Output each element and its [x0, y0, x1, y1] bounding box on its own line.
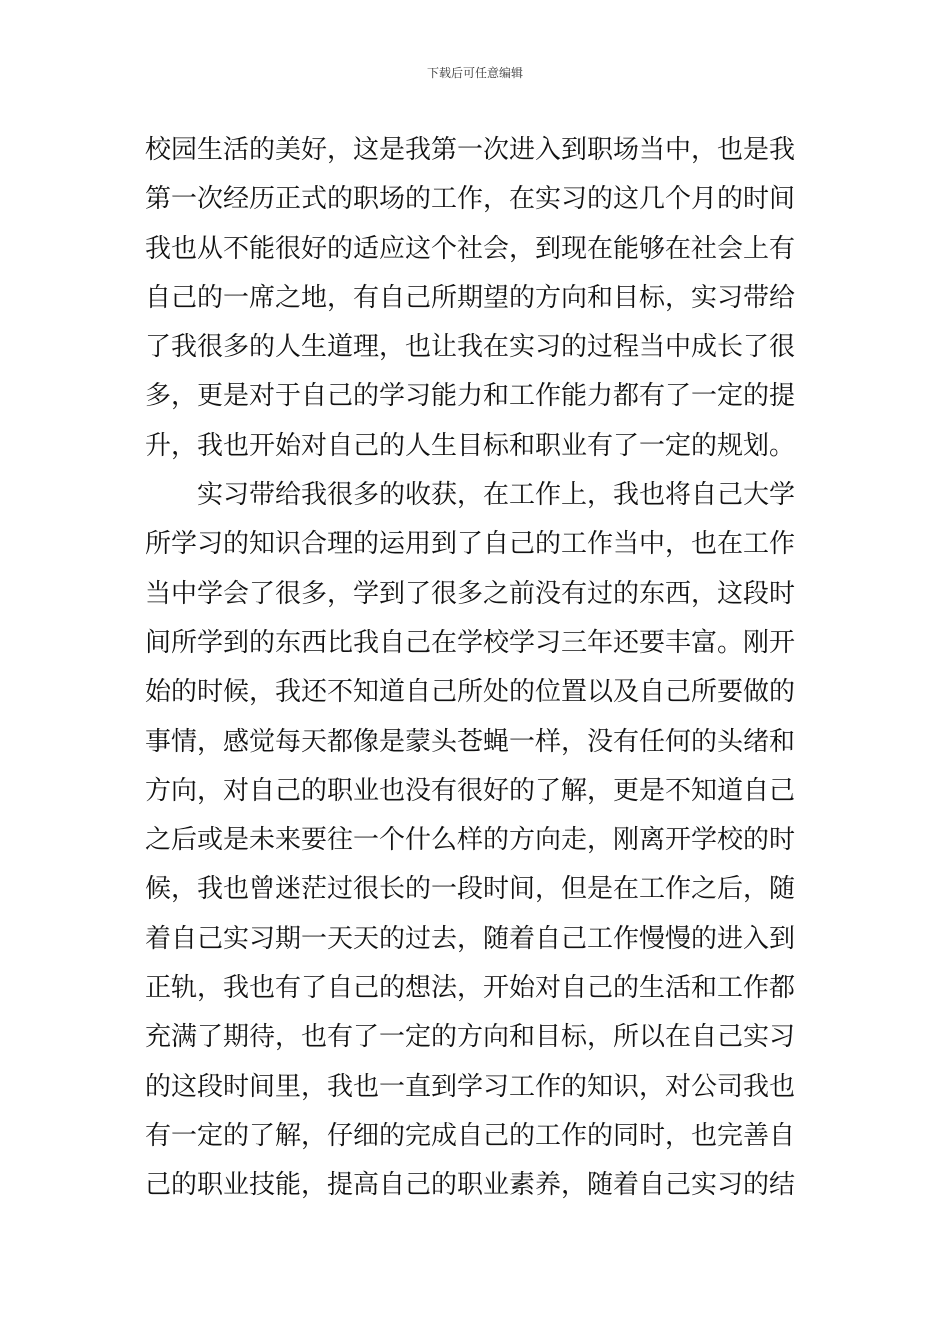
text-line: 自己的一席之地，有自己所期望的方向和目标，实习带给	[145, 282, 796, 313]
text-line: 着自己实习期一天天的过去，随着自己工作慢慢的进入到	[145, 923, 796, 954]
text-line: 充满了期待，也有了一定的方向和目标，所以在自己实习	[145, 1022, 796, 1053]
text-line: 所学习的知识合理的运用到了自己的工作当中，也在工作	[145, 529, 796, 560]
text-line: 的这段时间里，我也一直到学习工作的知识，对公司我也	[145, 1071, 796, 1102]
text-line: 正轨，我也有了自己的想法，开始对自己的生活和工作都	[145, 973, 796, 1004]
text-line: 候，我也曾迷茫过很长的一段时间，但是在工作之后，随	[145, 874, 796, 905]
text-line: 方向，对自己的职业也没有很好的了解，更是不知道自己	[145, 775, 796, 806]
text-line: 第一次经历正式的职场的工作，在实习的这几个月的时间	[145, 184, 796, 215]
text-line: 始的时候，我还不知道自己所处的位置以及自己所要做的	[145, 677, 796, 708]
text-line: 间所学到的东西比我自己在学校学习三年还要丰富。刚开	[145, 627, 796, 658]
text-line: 校园生活的美好，这是我第一次进入到职场当中，也是我	[145, 135, 796, 165]
text-line: 事情，感觉每天都像是蒙头苍蝇一样，没有任何的头绪和	[145, 726, 796, 757]
text-line: 之后或是未来要往一个什么样的方向走，刚离开学校的时	[145, 825, 796, 856]
page-header: 下载后可任意编辑	[426, 66, 523, 80]
document-body	[145, 126, 805, 1211]
text-line: 多，更是对于自己的学习能力和工作能力都有了一定的提	[145, 381, 796, 412]
text-line: 己的职业技能，提高自己的职业素养，随着自己实习的结	[145, 1170, 796, 1201]
text-line: 升，我也开始对自己的人生目标和职业有了一定的规划。	[145, 430, 796, 461]
text-line: 当中学会了很多，学到了很多之前没有过的东西，这段时	[145, 578, 796, 609]
text-line: 了我很多的人生道理，也让我在实习的过程当中成长了很	[145, 332, 796, 363]
text-line: 我也从不能很好的适应这个社会，到现在能够在社会上有	[145, 233, 796, 264]
text-line: 有一定的了解，仔细的完成自己的工作的同时，也完善自	[145, 1120, 796, 1151]
text-line: 实习带给我很多的收获，在工作上，我也将自己大学	[145, 480, 796, 511]
